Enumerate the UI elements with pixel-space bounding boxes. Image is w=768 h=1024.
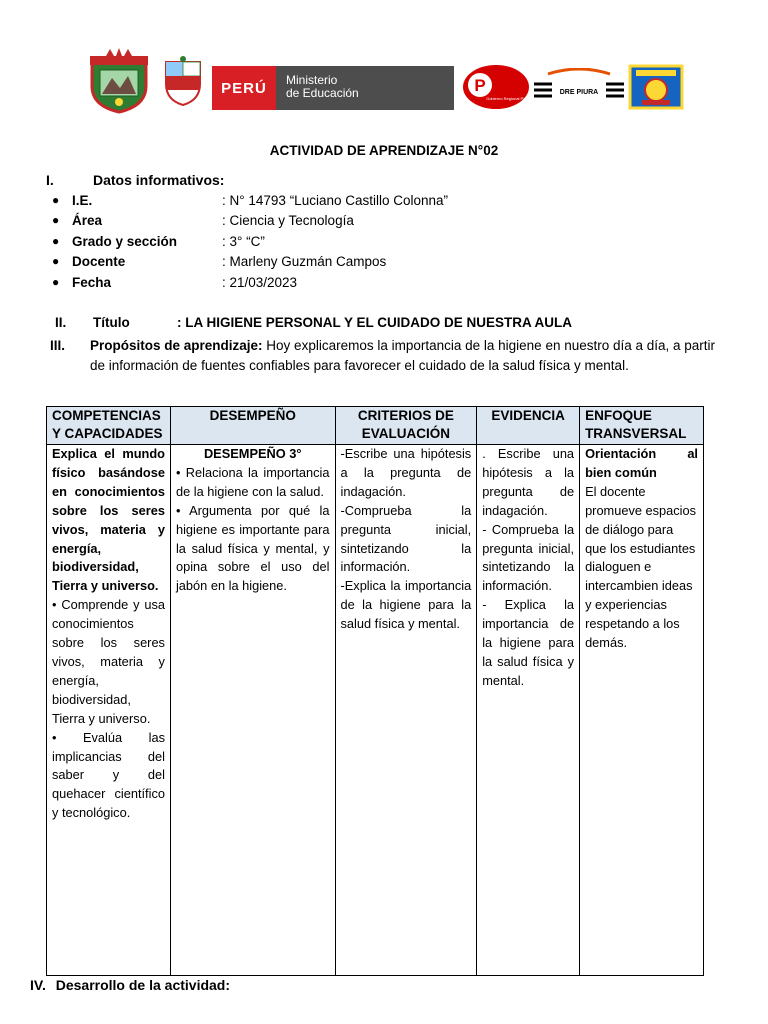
header-competencias: COMPETENCIAS Y CAPACIDADES: [47, 407, 171, 445]
bullet-icon: ●: [52, 233, 60, 248]
enfoque-text: El docente promueve espacios de diálogo para que los estudiantes dialoguen e intercambien ideas y experiencias respetando a los demás.: [585, 483, 697, 651]
criterio-item: -Escribe una hipótesis a la pregunta de indagación.: [340, 446, 472, 499]
header-evidencia: EVIDENCIA: [477, 407, 580, 445]
info-row-docente: ● Docente : Marleny Guzmán Campos: [52, 254, 387, 270]
datos-informativos-list: [52, 193, 692, 295]
table-row: [47, 445, 704, 976]
capacidad-item: • Evalúa las implicancias del saber y del quehacer científico y tecnológico.: [52, 729, 165, 821]
evidencia-item: - Comprueba la pregunta inicial, sintetizando la información.: [482, 521, 575, 594]
ie-luciano-castillo-logo-icon: [628, 64, 684, 110]
header-desempeno: DESEMPEÑO: [170, 407, 335, 445]
criterios-cell: [335, 445, 477, 976]
bullet-icon: ●: [52, 254, 60, 269]
desempeno-cell: [170, 445, 335, 976]
section-1-heading: I. Datos informativos:: [46, 172, 225, 188]
dre-piura-logo-icon: [530, 68, 628, 108]
ministerio-label: Ministerio de Educación: [276, 66, 454, 110]
alma-mater-crest-icon: [86, 48, 152, 114]
header-enfoque: ENFOQUE TRANSVERSAL: [580, 407, 704, 445]
table-header-row: [47, 407, 704, 445]
desempeno-item: • Argumenta por qué la higiene es importante para la salud física y mental, y opina sobre el uso del jabón en la higiene.: [175, 502, 330, 594]
info-row-ie: ● I.E. : N° 14793 “Luciano Castillo Colonna”: [52, 193, 449, 208]
svg-text:P: P: [474, 76, 486, 95]
enfoque-title: Orientación al bien común: [585, 446, 698, 480]
gobierno-regional-piura-logo-icon: [462, 64, 530, 110]
svg-text:Gobierno Regional Piura: Gobierno Regional Piura: [486, 96, 530, 101]
header-logos: [86, 46, 686, 116]
bullet-icon: ●: [52, 274, 60, 289]
competencias-cell: [47, 445, 171, 976]
info-row-area: ● Área : Ciencia y Tecnología: [52, 213, 354, 229]
evidencia-item: . Escribe una hipótesis a la pregunta de indagación.: [482, 446, 575, 518]
enfoque-cell: [580, 445, 704, 976]
ministerio-educacion-logo: [212, 66, 454, 110]
bullet-icon: ●: [52, 193, 60, 207]
peru-label: PERÚ: [212, 66, 276, 110]
peru-coat-of-arms-icon: [162, 56, 204, 106]
bullet-icon: ●: [52, 213, 60, 228]
info-row-grado: ● Grado y sección : 3° “C”: [52, 233, 265, 249]
criterio-item: -Explica la importancia de la higiene para la salud física y mental.: [340, 578, 472, 632]
info-row-fecha: ● Fecha : 21/03/2023: [52, 274, 298, 290]
criterio-item: -Comprueba la pregunta inicial, sintetizando la información.: [340, 502, 472, 575]
competencias-table: [46, 406, 704, 976]
evidencia-item: - Explica la importancia de la higiene para la salud física y mental.: [482, 597, 575, 688]
section-4-heading: IV. Desarrollo de la actividad:: [30, 977, 231, 993]
document-title: ACTIVIDAD DE APRENDIZAJE N°02: [269, 143, 499, 158]
section-2-title: II. Título : LA HIGIENE PERSONAL Y EL CUIDADO DE NUESTRA AULA: [55, 315, 573, 330]
capacidad-item: • Comprende y usa conocimientos sobre los seres vivos, materia y energía, biodiversidad, Tierra y universo.: [52, 597, 165, 726]
evidencia-cell: [477, 445, 580, 976]
section-3-propositos: III. Propósitos de aprendizaje: Hoy explicaremos la importancia de la higiene en nuestro día a día, a partir de información de fuentes confiables para favorecer el cuidado de la salud física y mental.: [50, 338, 716, 373]
desempeno-title: DESEMPEÑO 3°: [203, 446, 302, 461]
header-criterios: CRITERIOS DE EVALUACIÓN: [335, 407, 477, 445]
svg-text:DRE PIURA: DRE PIURA: [559, 89, 599, 96]
desempeno-item: • Relaciona la importancia de la higiene con la salud.: [175, 464, 330, 499]
competencia-text: Explica el mundo físico basándose en conocimientos sobre los seres vivos, materia y energía, biodiversidad, Tierra y universo.: [52, 446, 165, 594]
